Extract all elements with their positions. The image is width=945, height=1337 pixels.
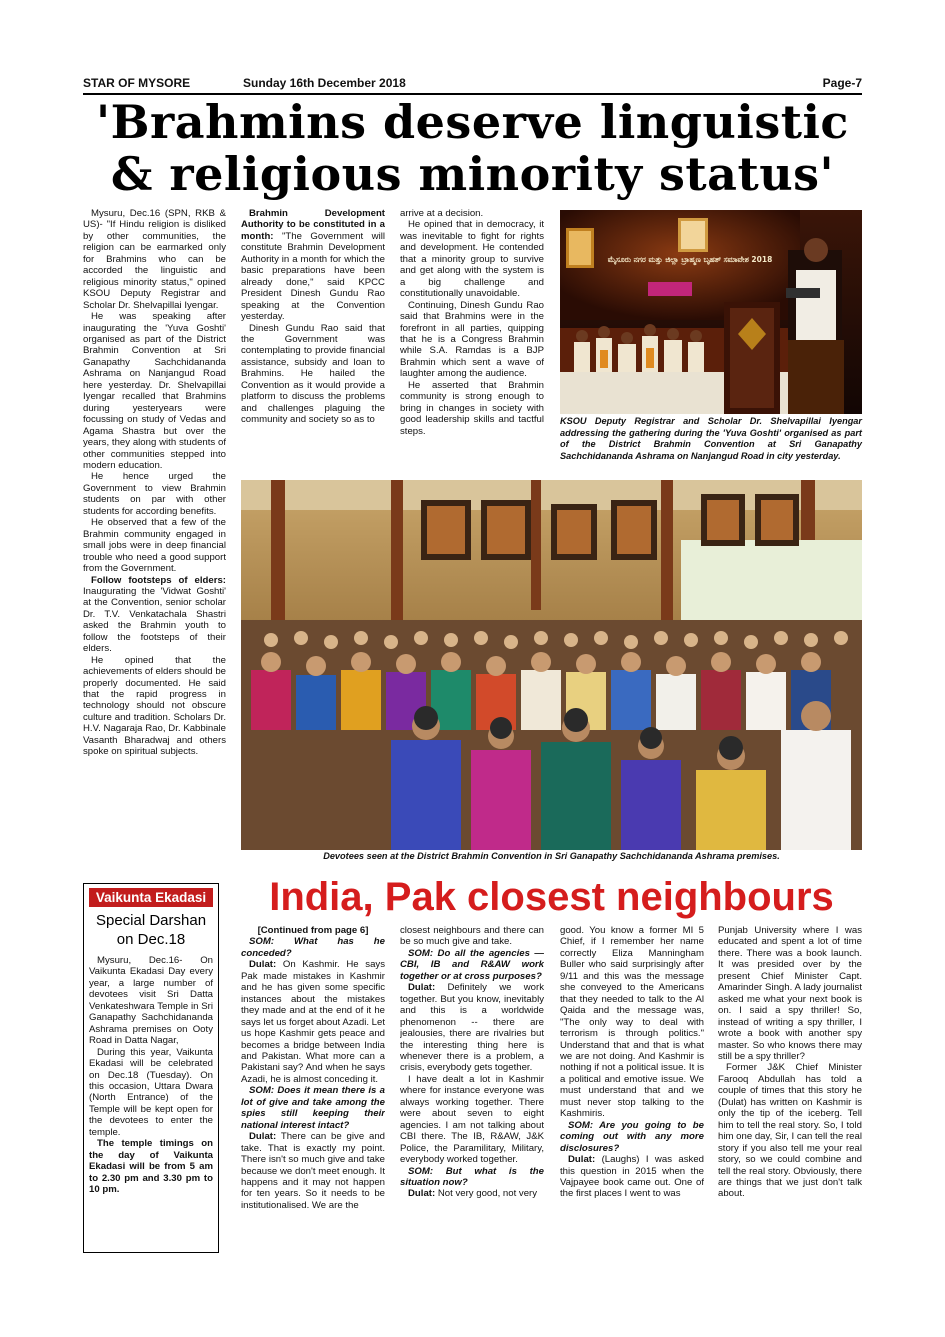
story1-col2-para: Dinesh Gundu Rao said that the Government was contemplating to provide financial assistance, subsidy and loan to Brahmins. He hailed the Convention as it would provide a platform to discuss the problems and challenges plaguing the community and society so as to <box>241 322 385 426</box>
vaikunta-body <box>89 955 213 1196</box>
continued-note: [Continued from page 6] <box>257 925 369 936</box>
story2-para: closest neighbours and there can be so much give and take. <box>400 925 544 948</box>
publication-name: STAR OF MYSORE <box>83 76 191 90</box>
story1-col3-para: He asserted that Brahmin community is strong enough to bring in changes in society with good leadership skills and tactful steps. <box>400 379 544 437</box>
question: SOM: Are you going to be coming out with any more disclosures? <box>560 1119 704 1154</box>
story2-para: Punjab University where I was educated and spent a lot of time there. There was a book launch. It was presided over by the present Chief Minister Capt. Amarinder Singh. A lady journalist asked me what your next book is on. I said a spy thriller! So, instead of writing a spy thriller, I wrote a book with another spy master. So who knows there may still be a spy thriller? <box>718 925 862 1062</box>
question: SOM: Does it mean there is a lot of give and take among the spies still keeping their national interest intact? <box>241 1085 385 1131</box>
speaker-photo-image <box>560 210 862 414</box>
question: SOM: But what is the situation now? <box>400 1165 544 1188</box>
answer <box>241 959 385 1085</box>
vaikunta-subhead-line2: on Dec.18 <box>116 931 186 948</box>
story1-column-3 <box>400 208 544 478</box>
story2-column-1 <box>241 925 385 1270</box>
vaikunta-kicker: Vaikunta Ekadasi <box>89 888 213 907</box>
vaikunta-ekadasi-box <box>83 883 219 1253</box>
story2-headline: India, Pak closest neighbours <box>269 875 834 919</box>
story2-column-4 <box>718 925 862 1270</box>
story1-col1-para: He was speaking after inaugurating the 'Yuva Goshti' organised as part of the District Brahmin Convention at Sri Ganapathy Sachchidananda Ashrama on Nanjangud Road here yesterday. Dr. Shelvapillai Iyengar recalled that Brahmins during yesteryears were focussing on study of Vedas and Agama Shastra but over the years, they along with students of other communities stepped into modern education. <box>83 311 226 471</box>
vaikunta-subhead <box>89 911 213 949</box>
answer-text: On Kashmir. He says Pak made mistakes in Kashmir and he has given some specific instances about the mistakes they made and at the end of it he says let us forget about Azadi. Let us hope Kashmir gets peace and becomes a bridge between India and Pakistan. What more can a Pakistani say? And when he says Azadi, he is almost conceding it. <box>241 959 385 1085</box>
story1-col1-para: He hence urged the Government to view Brahmin students on par with other students for according benefits. <box>83 471 226 517</box>
vaikunta-subhead-line1: Special Darshan <box>95 912 207 929</box>
answer-text: Not very good, not very <box>437 1188 538 1200</box>
answer-label: Dulat: <box>249 1131 277 1143</box>
answer-label: Dulat: <box>408 1188 436 1200</box>
story1-headline-line2: & religious minority status' <box>110 147 835 201</box>
subhead-follow-footsteps: Follow footsteps of elders: <box>91 574 226 586</box>
story1-headline <box>83 96 862 200</box>
answer-text: (Laughs) I was asked this question in 2015 when the Vajpayee book came out. One of the first places I went to was <box>560 1154 704 1200</box>
subhead-development-authority: Brahmin Development Authority to be constituted in a month: <box>241 208 385 242</box>
story2-para: good. You know a former MI 5 Chief, if I remember her name correctly Eliza Manningham Buller who said surprisingly after 9/11 and this was the message she conveyed to the Americans that they needed to talk to the Al Qaida and the message was, "The only way to deal with terrorism is through politics." Understand that and that is what we are not doing. And Kashmir is nothing if not a political issue. It is a political and emotive issue. We must understand that and we must never stop talking to the Kashmiris. <box>560 925 704 1120</box>
answer <box>400 1188 544 1199</box>
page-number: Page-7 <box>822 76 862 90</box>
story1-column-1 <box>83 208 226 868</box>
story2-column-3 <box>560 925 704 1270</box>
answer-label: Dulat: <box>568 1154 596 1166</box>
story1-col2-subsection <box>241 208 385 323</box>
audience-photo-image <box>241 480 862 850</box>
audience-photo-caption: Devotees seen at the District Brahmin Convention in Sri Ganapathy Sachchidananda Ashrama premises. <box>323 851 780 861</box>
story1-col1-subsection <box>83 575 226 655</box>
story1-col3-para: arrive at a decision. <box>400 208 484 219</box>
subsection-body: Inaugurating the 'Vidwat Goshti' at the Convention, senior scholar Dr. T.V. Venkatachala Shastri asked the Brahmin youth to follow the footsteps of their elders. <box>83 585 226 655</box>
story2-para: Former J&K Chief Minister Farooq Abdullah has told a couple of times that this story he (Dulat) has written on Kashmir is only the tip of the iceberg. Tell him to tell the real story. So, I told him one day, Sir, I can tell the real story if you also tell me your real story, so we could combine and tell the real story. Obviously, there are things that we just don't talk about. <box>718 1062 862 1200</box>
story2-para: I have dealt a lot in Kashmir where for instance everyone was always working together. There were about seven to eight agencies. I am not talking about CBI there. The IB, R&AW, J&K Police, the Paramilitary, Military, everybody worked together. <box>400 1073 544 1166</box>
answer <box>400 982 544 1074</box>
story1-col3-para: He opined that in democracy, it was inevitable to fight for rights and development. He contended that a minority group to survive and get along with the system is a big challenge and constitutionally unavoidable. <box>400 219 544 300</box>
vaikunta-para: During this year, Vaikunta Ekadasi will be celebrated on Dec.18 (Tuesday). On this occasion, Uttara Dwara (North Entrance) of the Temple will be kept open for the devotees to enter the temple. <box>89 1046 213 1138</box>
answer-label: Dulat: <box>249 959 277 971</box>
answer-label: Dulat: <box>408 982 436 994</box>
issue-date: Sunday 16th December 2018 <box>243 76 406 90</box>
story1-column-2 <box>241 208 385 478</box>
masthead <box>83 76 862 92</box>
story1-col1-para: He observed that a few of the Brahmin community engaged in small jobs were in deep financial trouble who need a good support from the Government. <box>83 517 226 575</box>
vaikunta-timings: The temple timings on the day of Vaikunta Ekadasi will be from 5 am to 2.30 pm and 3.30 pm to 10 pm. <box>89 1138 213 1196</box>
speaker-photo-caption: KSOU Deputy Registrar and Scholar Dr. Shelvapillai Iyengar addressing the gathering during the 'Yuva Goshti' organised as part of the District Brahmin Convention at Sri Ganapathy Sachchidananda Ashrama on Nanjangud Road in city yesterday. <box>560 416 862 461</box>
story2-column-2 <box>400 925 544 1270</box>
answer-text: Definitely we work together. But you know, inevitably and this is a worldwide phenomenon -- there are jealousies, there are rivalries but the interesting thing here is whenever there is a problem, a crisis, everybody gets together. <box>400 982 544 1074</box>
story1-col1-para: Mysuru, Dec.16 (SPN, RKB & US)- "If Hindu religion is disliked by other communities, the religion can be earmarked only for Brahmins who can be accorded the linguistic and religious minority status," opined KSOU Deputy Registrar and Scholar Dr. Shelvapillai Iyengar. <box>83 208 226 311</box>
vaikunta-para: Mysuru, Dec.16- On Vaikunta Ekadasi Day every year, a large number of devotees visit Sri Datta Venkateshwara Temple in Sri Ganapathy Sachchidananda Ashrama premises on Ooty Road in Datta Nagar, <box>89 955 213 1047</box>
story1-col3-para: Continuing, Dinesh Gundu Rao said that Brahmins were in the forefront in all parties, quipping that he is a Congress Brahmin while S.A. Ramdas is a BJP Brahmin which sent a wave of laughter among the audience. <box>400 299 544 380</box>
banner-text: ಮೈಸೂರು ನಗರ ಮತ್ತು ಜಿಲ್ಲಾ ಬ್ರಾಹ್ಮಣ ಬೃಹತ್ ಸಮಾವೇಶ 2018 <box>607 255 773 264</box>
answer <box>560 1154 704 1200</box>
story1-col1-para: He opined that the achievements of elders should be properly documented. He said that the rapid progress in technology should not obscure culture and tradition. Scholars Dr. H.V. Nagaraja Rao, Dr. Kabbinale Vasanth Bharadwaj and others spoke on spiritual subjects. <box>83 654 226 758</box>
question: SOM: What has he conceded? <box>241 936 385 959</box>
speaker-photo <box>560 210 862 414</box>
audience-photo <box>241 480 862 850</box>
question: SOM: Do all the agencies — CBI, IB and R&AW work together or at cross purposes? <box>400 947 544 982</box>
subsection-body: "The Government will constitute Brahmin Development Authority in a month for which the basic preparations have been already done," said KPCC President Dinesh Gundu Rao speaking at the Convention yesterday. <box>241 230 385 323</box>
answer <box>241 1131 385 1211</box>
answer-text: There can be give and take. That is exactly my point. There isn't so much give and take because we don't meet enough. It happens and it may not happen for ten years. So it needs to be institutionalised. We are the <box>241 1131 385 1211</box>
story1-headline-line1: 'Brahmins deserve linguistic <box>96 95 849 149</box>
